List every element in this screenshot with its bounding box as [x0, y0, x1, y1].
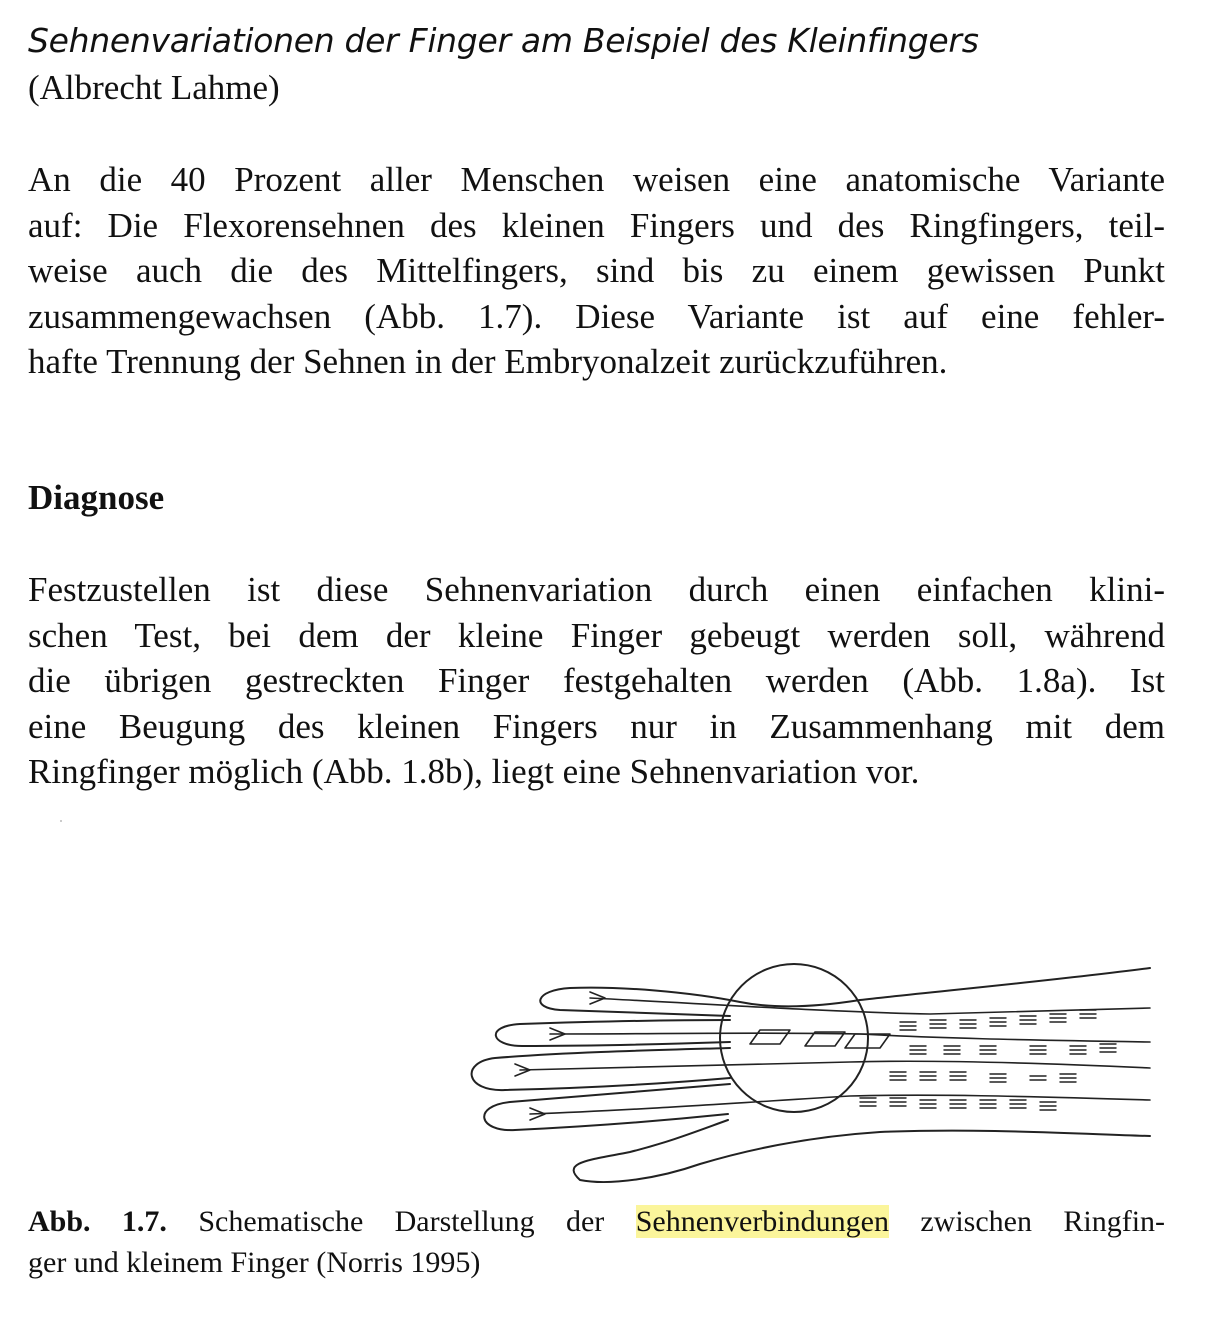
figure-caption	[28, 1201, 1165, 1283]
diagnose-paragraph	[28, 567, 1165, 795]
intro-line: weise auch die des Mittelfingers, sind bis zu einem gewissen Punkt	[28, 251, 1165, 290]
caption-text: zwischen Ringfin-	[920, 1205, 1166, 1238]
section-heading-diagnose: Diagnose	[28, 478, 165, 517]
diagnose-line: Ringfinger möglich (Abb. 1.8b), liegt eine Sehnenvariation vor.	[28, 752, 920, 791]
caption-text: Schematische Darstellung der	[198, 1205, 605, 1238]
intro-line: zusammengewachsen (Abb. 1.7). Diese Variante ist auf eine fehler-	[28, 296, 1165, 336]
intro-line: An die 40 Prozent aller Menschen weisen eine anatomische Variante	[28, 160, 1165, 199]
diagnose-line: die übrigen gestreckten Finger festgehalten werden (Abb. 1.8a). Ist	[28, 661, 1165, 700]
hand-outline	[472, 968, 1150, 1182]
intro-paragraph	[28, 157, 1165, 385]
diagnose-line: eine Beugung des kleinen Fingers nur in Zusammenhang mit dem	[28, 706, 1165, 746]
scan-speck	[60, 820, 62, 822]
article-title: Sehnenvariationen der Finger am Beispiel des Kleinfingers	[28, 21, 979, 60]
highlight-circle	[720, 964, 868, 1112]
diagnose-line: Festzustellen ist diese Sehnenvariation durch einen einfachen klini-	[28, 570, 1165, 609]
intro-line: auf: Die Flexorensehnen des kleinen Fingers und des Ringfingers, teil-	[28, 205, 1165, 245]
article-author: (Albrecht Lahme)	[28, 68, 280, 107]
caption-line-1	[28, 1201, 1165, 1242]
caption-line-2: ger und kleinem Finger (Norris 1995)	[28, 1246, 481, 1279]
caption-highlighted-term: Sehnenverbindungen	[635, 1205, 889, 1238]
tendon-illustration	[460, 950, 1170, 1190]
diagnose-line: schen Test, bei dem der kleine Finger gebeugt werden soll, während	[28, 615, 1165, 655]
caption-label: Abb. 1.7.	[28, 1205, 167, 1238]
tendons	[520, 998, 1150, 1114]
intro-line: hafte Trennung der Sehnen in der Embryonalzeit zurückzuführen.	[28, 342, 948, 381]
